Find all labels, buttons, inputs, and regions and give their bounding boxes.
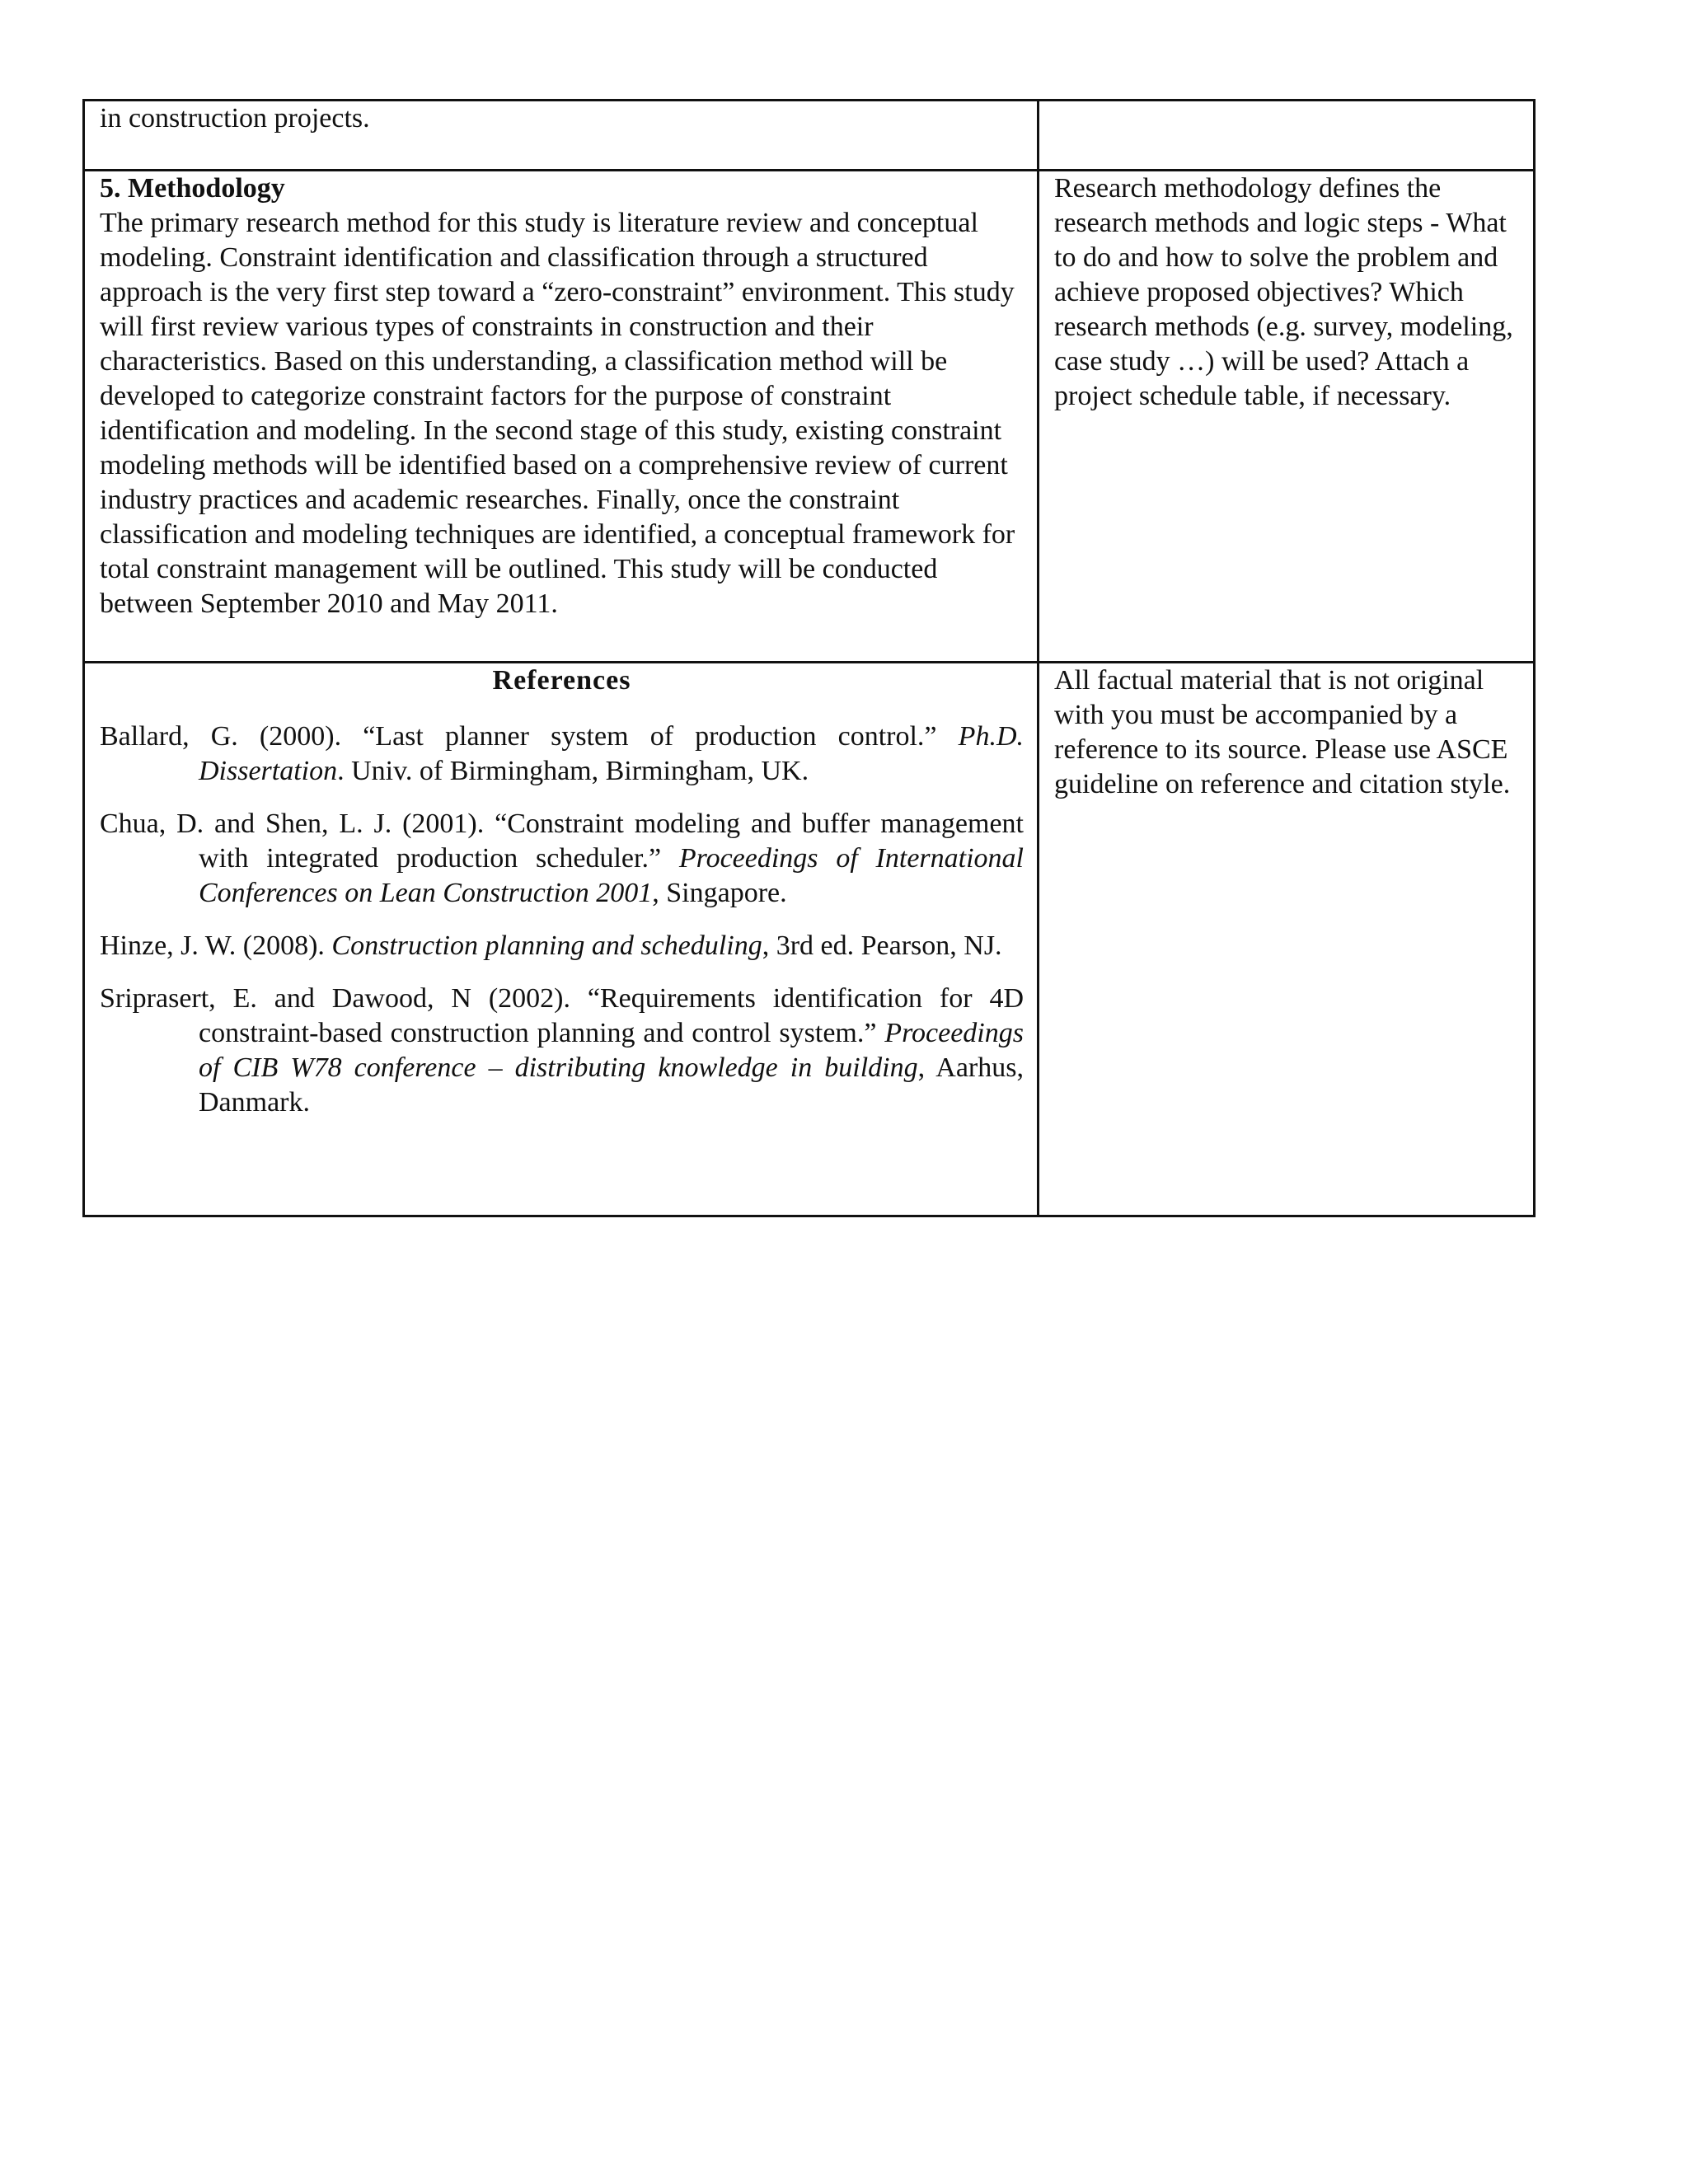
reference-text: . Univ. of Birmingham, Birmingham, UK. (337, 756, 809, 786)
methodology-body: The primary research method for this study is literature review and conceptual modeling. Constraint identification and classification through a structured approach is the very first step toward a “zero-constraint” environment. This study will first review various types of constraints in construction and their characteristics. Based on this understanding, a classification method will be developed to categorize constraint factors for the purpose of constraint identification and modeling. In the second stage of this study, existing constraint modeling methods will be identified based on a comprehensive review of current industry practices and academic researches. Finally, once the constraint classification and modeling techniques are identified, a conceptual framework for total constraint management will be outlined. This study will be conducted between September 2010 and May 2011. (100, 208, 1015, 619)
reference-entry (100, 807, 1024, 911)
proposal-table (82, 99, 1536, 1217)
main-cell (84, 101, 1039, 171)
reference-source: Construction planning and scheduling (331, 930, 762, 961)
references-cell (84, 663, 1039, 1216)
reference-text: Sriprasert, E. and Dawood, N (2002). “Requirements identification for 4D constraint-based construction planning and control system.” (100, 983, 1024, 1048)
table-row (84, 101, 1535, 171)
references-note-cell (1039, 663, 1535, 1216)
reference-text: , Aarhus, Danmark. (199, 1052, 1024, 1118)
reference-text: , Singapore. (652, 878, 787, 908)
references-heading: References (492, 665, 631, 696)
reference-entry (100, 929, 1024, 963)
table-row (84, 171, 1535, 663)
reference-text: Hinze, J. W. (2008). (100, 930, 332, 961)
reference-text: Ballard, G. (2000). “Last planner system of production control.” (100, 721, 959, 752)
reference-text: Chua, D. and Shen, L. J. (2001). “Constraint modeling and buffer management with integrated production scheduler.” (100, 808, 1024, 874)
reference-source: Proceedings of International Conferences on Lean Construction 2001 (199, 843, 1024, 908)
methodology-cell (84, 171, 1039, 663)
table-row (84, 663, 1535, 1216)
continued-text: in construction projects. (100, 103, 370, 134)
reference-source: Proceedings of CIB W78 conference – distributing knowledge in building (199, 1018, 1024, 1083)
methodology-note: Research methodology defines the research methods and logic steps - What to do and how to solve the problem and achieve proposed objectives? Which research methods (e.g. survey, modeling, case study …) will be used? Attach a project schedule table, if necessary. (1054, 173, 1513, 411)
reference-source: Ph.D. Dissertation (199, 721, 1024, 786)
reference-text: , 3rd ed. Pearson, NJ. (762, 930, 1002, 961)
note-cell (1039, 101, 1535, 171)
reference-entry (100, 982, 1024, 1120)
references-note: All factual material that is not original with you must be accompanied by a reference to its source. Please use ASCE guideline on reference and citation style. (1054, 665, 1511, 799)
methodology-heading: 5. Methodology (100, 173, 285, 204)
methodology-note-cell (1039, 171, 1535, 663)
reference-entry (100, 719, 1024, 789)
